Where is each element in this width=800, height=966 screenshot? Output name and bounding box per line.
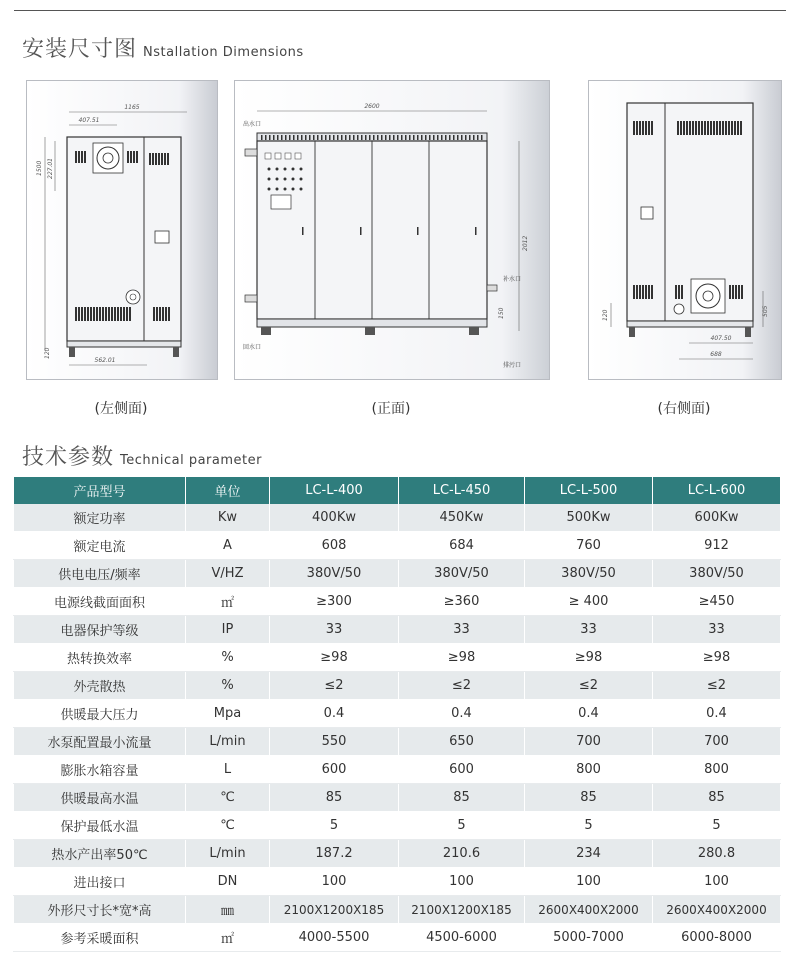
cell-value: 100: [525, 868, 653, 896]
left-dim-base: 120: [44, 347, 51, 359]
cell-value: 100: [399, 868, 525, 896]
cell-value: 380V/50: [399, 560, 525, 588]
front-dim-inlet-height: 150: [498, 307, 505, 319]
header-row: [14, 477, 781, 504]
cell-value: 234: [525, 840, 653, 868]
cell-value: 2600X400X2000: [653, 896, 781, 924]
cell-unit: L: [186, 756, 270, 784]
left-dim-width: 1165: [124, 104, 140, 111]
cell-param: 电源线截面面积: [14, 588, 186, 616]
cell-param: 外壳散热: [14, 672, 186, 700]
cell-unit: L/min: [186, 728, 270, 756]
cell-param: 供电电压/频率: [14, 560, 186, 588]
header-unit: 单位: [186, 477, 270, 504]
cell-param: 水泵配置最小流量: [14, 728, 186, 756]
cell-value: 912: [653, 532, 781, 560]
cell-value: 380V/50: [525, 560, 653, 588]
cell-value: 800: [525, 756, 653, 784]
left-dim-fan-top: 227.01: [47, 158, 54, 179]
cell-value: 33: [270, 616, 399, 644]
cell-value: 85: [525, 784, 653, 812]
cell-value: 380V/50: [653, 560, 781, 588]
caption-front: (正面): [371, 401, 411, 417]
cell-value: 33: [399, 616, 525, 644]
cell-value: 210.6: [399, 840, 525, 868]
cell-value: ≤2: [399, 672, 525, 700]
table-row: [14, 616, 781, 644]
cell-value: 700: [525, 728, 653, 756]
header-lc-l-600: LC-L-600: [653, 477, 781, 504]
cell-value: 0.4: [525, 700, 653, 728]
table-row: [14, 700, 781, 728]
table-row: [14, 728, 781, 756]
cell-value: 4500-6000: [399, 924, 525, 952]
cell-unit: L/min: [186, 840, 270, 868]
cell-unit: Kw: [186, 504, 270, 532]
cell-unit: ㎜: [186, 896, 270, 924]
table-row: [14, 504, 781, 532]
cell-value: ≥98: [399, 644, 525, 672]
caption-left-side: (左侧面): [94, 401, 148, 417]
table-row: [14, 784, 781, 812]
cell-param: 热转换效率: [14, 644, 186, 672]
table-row: [14, 812, 781, 840]
cell-value: ≤2: [653, 672, 781, 700]
cell-value: 450Kw: [399, 504, 525, 532]
cell-value: ≥360: [399, 588, 525, 616]
cell-unit: ℃: [186, 784, 270, 812]
header-lc-l-500: LC-L-500: [525, 477, 653, 504]
cell-param: 保护最低水温: [14, 812, 186, 840]
cell-value: 0.4: [270, 700, 399, 728]
cell-value: 700: [653, 728, 781, 756]
cell-value: ≥98: [525, 644, 653, 672]
cell-value: 85: [270, 784, 399, 812]
cell-value: 0.4: [399, 700, 525, 728]
cell-value: ≤2: [270, 672, 399, 700]
cell-unit: ㎡: [186, 924, 270, 952]
right-dim-outlet-height: 505: [762, 305, 769, 317]
cell-param: 进出接口: [14, 868, 186, 896]
cell-value: 684: [399, 532, 525, 560]
front-label-outlet: 出水口: [243, 121, 262, 128]
top-rule: [14, 10, 786, 11]
cell-param: 供暖最高水温: [14, 784, 186, 812]
cell-value: 800: [653, 756, 781, 784]
cell-value: 5: [399, 812, 525, 840]
cell-param: 膨胀水箱容量: [14, 756, 186, 784]
cell-unit: DN: [186, 868, 270, 896]
spec-table: [13, 477, 781, 952]
left-dim-bottom: 562.01: [94, 357, 116, 364]
cell-value: 760: [525, 532, 653, 560]
cell-value: 650: [399, 728, 525, 756]
cell-value: 550: [270, 728, 399, 756]
installation-title-cn: 安装尺寸图: [22, 37, 138, 62]
cell-value: 400Kw: [270, 504, 399, 532]
left-dim-fan-offset: 407.51: [78, 117, 100, 124]
cell-value: 500Kw: [525, 504, 653, 532]
right-side-drawing: [588, 80, 782, 380]
installation-title: [22, 32, 304, 63]
front-dim-width: 2600: [364, 103, 380, 110]
cell-value: 2100X1200X185: [399, 896, 525, 924]
front-dim-height: 2012: [522, 235, 529, 251]
cell-value: 2600X400X2000: [525, 896, 653, 924]
left-side-drawing: [26, 80, 218, 380]
spec-table-header: [14, 477, 781, 504]
cell-value: ≤2: [525, 672, 653, 700]
header-lc-l-400: LC-L-400: [270, 477, 399, 504]
table-row: [14, 560, 781, 588]
cell-value: 6000-8000: [653, 924, 781, 952]
table-row: [14, 896, 781, 924]
cell-unit: ㎡: [186, 588, 270, 616]
cell-value: ≥300: [270, 588, 399, 616]
cell-unit: %: [186, 672, 270, 700]
right-side-svg: [589, 81, 781, 379]
table-row: [14, 868, 781, 896]
technical-title: [22, 440, 262, 471]
cell-param: 额定功率: [14, 504, 186, 532]
table-row: [14, 840, 781, 868]
cell-value: ≥ 400: [525, 588, 653, 616]
cell-param: 外形尺寸长*宽*高: [14, 896, 186, 924]
installation-title-en: Nstallation Dimensions: [143, 45, 304, 60]
header-model: 产品型号: [14, 477, 186, 504]
cell-value: 5: [653, 812, 781, 840]
caption-right-side: (右侧面): [657, 401, 711, 417]
cell-value: 600Kw: [653, 504, 781, 532]
front-drawing: [234, 80, 550, 380]
cell-value: 100: [270, 868, 399, 896]
header-lc-l-450: LC-L-450: [399, 477, 525, 504]
cell-param: 热水产出率50℃: [14, 840, 186, 868]
cell-value: 380V/50: [270, 560, 399, 588]
cell-value: 600: [270, 756, 399, 784]
cell-value: 4000-5500: [270, 924, 399, 952]
right-dim-bottom: 688: [710, 351, 722, 358]
cell-unit: A: [186, 532, 270, 560]
cell-value: 85: [653, 784, 781, 812]
front-label-makeup: 补水口: [503, 276, 522, 283]
left-dim-height: 1500: [36, 160, 43, 176]
cell-value: ≥98: [653, 644, 781, 672]
front-svg: [235, 81, 549, 379]
cell-value: 85: [399, 784, 525, 812]
cell-value: 5: [525, 812, 653, 840]
cell-value: 5000-7000: [525, 924, 653, 952]
cell-value: 2100X1200X185: [270, 896, 399, 924]
table-row: [14, 588, 781, 616]
technical-title-en: Technical parameter: [120, 453, 262, 468]
table-row: [14, 644, 781, 672]
left-side-svg: [27, 81, 217, 379]
cell-value: 33: [525, 616, 653, 644]
table-row: [14, 532, 781, 560]
cell-param: 额定电流: [14, 532, 186, 560]
cell-value: 280.8: [653, 840, 781, 868]
front-label-return: 回水口: [243, 344, 262, 351]
cell-param: 供暖最大压力: [14, 700, 186, 728]
cell-param: 参考采暖面积: [14, 924, 186, 952]
table-row: [14, 672, 781, 700]
table-row: [14, 924, 781, 952]
cell-unit: Mpa: [186, 700, 270, 728]
technical-title-cn: 技术参数: [22, 445, 115, 470]
cell-unit: ℃: [186, 812, 270, 840]
cell-value: 608: [270, 532, 399, 560]
cell-unit: IP: [186, 616, 270, 644]
cell-value: ≥98: [270, 644, 399, 672]
cell-param: 电器保护等级: [14, 616, 186, 644]
cell-value: 600: [399, 756, 525, 784]
cell-unit: %: [186, 644, 270, 672]
cell-value: 5: [270, 812, 399, 840]
front-label-drain: 排污口: [503, 362, 522, 369]
table-row: [14, 756, 781, 784]
cell-value: 33: [653, 616, 781, 644]
cell-value: 187.2: [270, 840, 399, 868]
cell-value: 100: [653, 868, 781, 896]
spec-table-body: [14, 504, 781, 952]
cell-value: ≥450: [653, 588, 781, 616]
cell-value: 0.4: [653, 700, 781, 728]
right-dim-offset: 407.50: [710, 335, 732, 342]
right-dim-base: 120: [602, 309, 609, 321]
cell-unit: V/HZ: [186, 560, 270, 588]
